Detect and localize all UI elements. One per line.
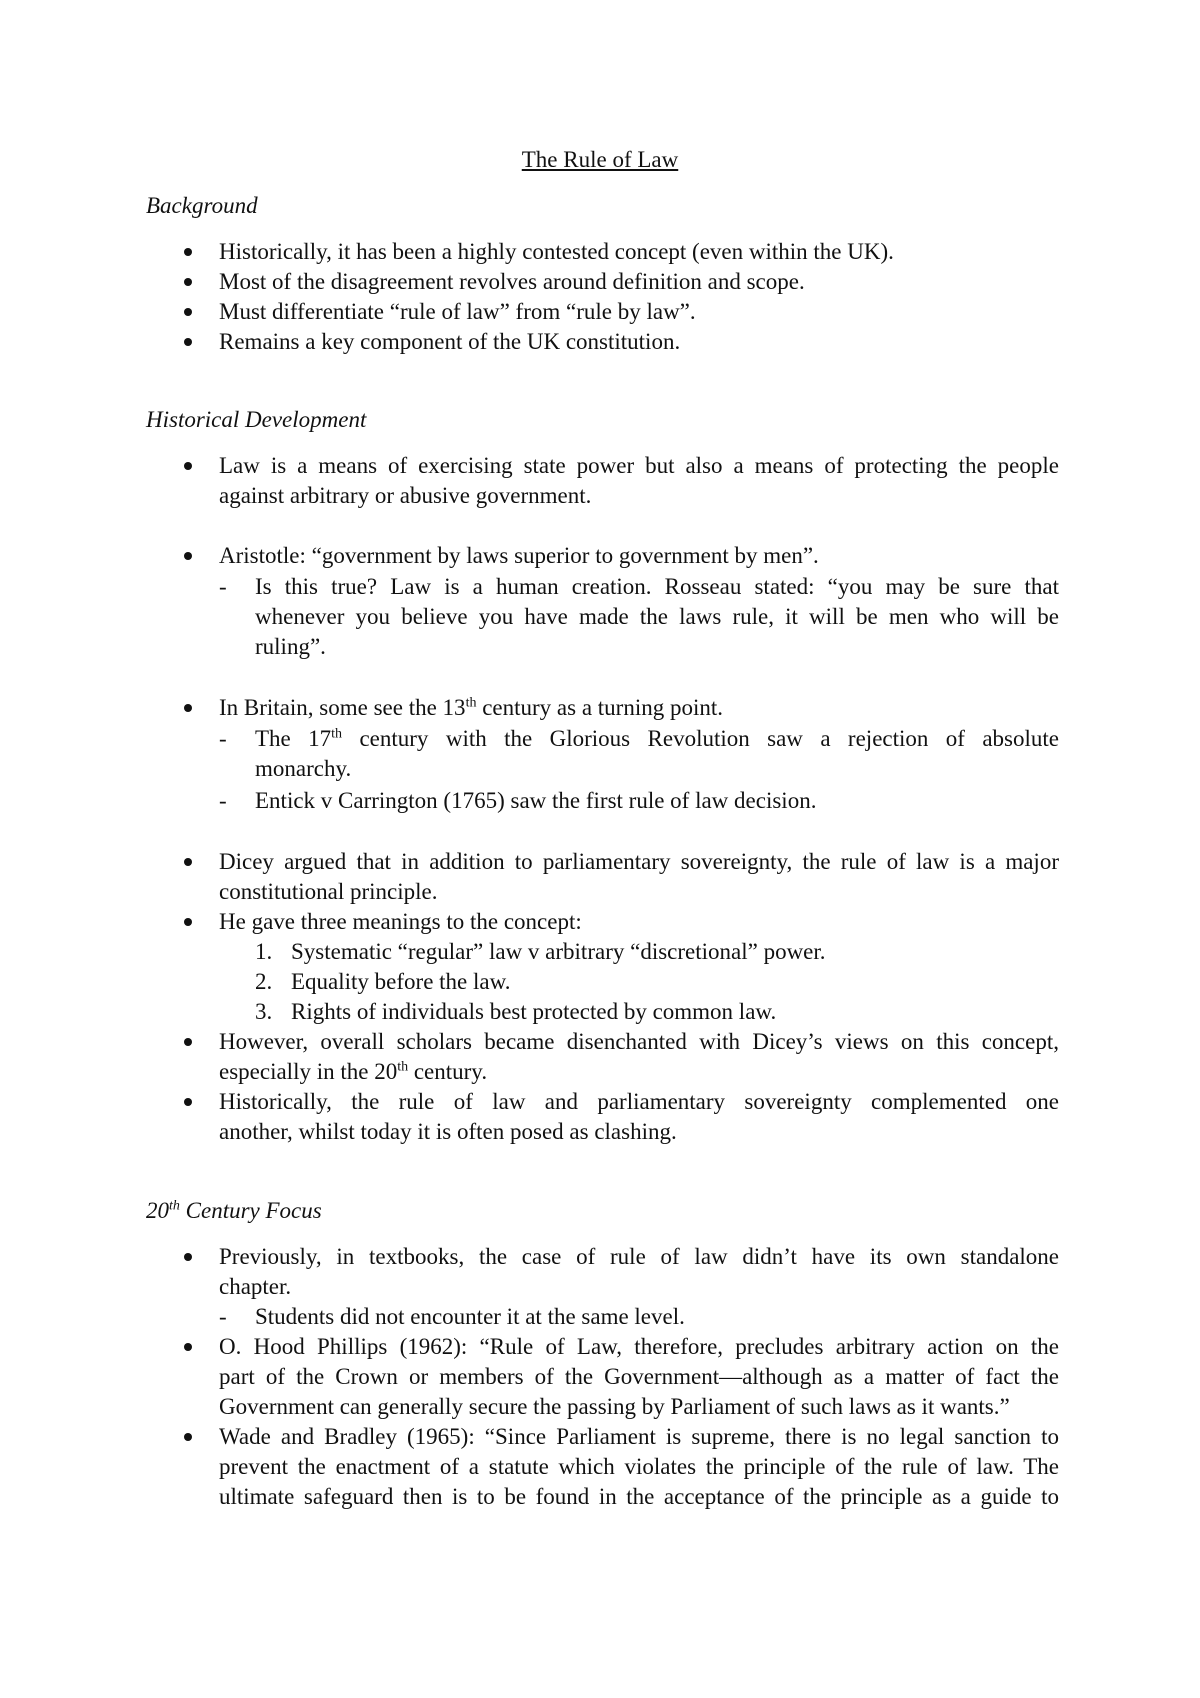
list-item: He gave three meanings to the concept: (219, 909, 582, 934)
bullet-icon (184, 278, 192, 286)
list-item: Must differentiate “rule of law” from “rule by law”. (219, 299, 696, 324)
list-item: In Britain, some see the 13th century as a turning point. (219, 695, 724, 720)
number-marker: 3. (255, 999, 273, 1024)
dash-marker: - (219, 1304, 227, 1329)
sub-list-item-continued: ruling”. (255, 634, 326, 659)
list-item-continued: especially in the 20th century. (219, 1059, 488, 1084)
bullet-icon (184, 704, 192, 712)
sub-list-item: Students did not encounter it at the same level. (255, 1304, 685, 1329)
heading-20th-century-focus: 20th Century Focus (146, 1198, 322, 1223)
heading-background: Background (146, 193, 258, 218)
sub-list-item: Entick v Carrington (1765) saw the first rule of law decision. (255, 788, 817, 813)
bullet-icon (184, 1343, 192, 1351)
bullet-icon (184, 248, 192, 256)
document-title: The Rule of Law (521, 147, 679, 172)
list-item: Dicey argued that in addition to parliamentary sovereignty, the rule of law is a major (219, 849, 1059, 874)
list-item-continued: Government can generally secure the passing by Parliament of such laws as it wants.” (219, 1394, 1010, 1419)
bullet-icon (184, 462, 192, 470)
sub-list-item: Is this true? Law is a human creation. Rosseau stated: “you may be sure that (255, 574, 1059, 599)
list-item: Most of the disagreement revolves around definition and scope. (219, 269, 805, 294)
dash-marker: - (219, 788, 227, 813)
list-item-continued: prevent the enactment of a statute which violates the principle of the rule of law. The (219, 1454, 1059, 1479)
sub-list-item-continued: monarchy. (255, 756, 352, 781)
sub-list-item-continued: whenever you believe you have made the laws rule, it will be men who will be (255, 604, 1059, 629)
list-item: Remains a key component of the UK constitution. (219, 329, 681, 354)
sub-list-item: The 17th century with the Glorious Revolution saw a rejection of absolute (255, 726, 1059, 751)
list-item: Historically, it has been a highly contested concept (even within the UK). (219, 239, 894, 264)
bullet-icon (184, 858, 192, 866)
list-item-continued: chapter. (219, 1274, 292, 1299)
number-marker: 1. (255, 939, 273, 964)
bullet-icon (184, 552, 192, 560)
list-item: Aristotle: “government by laws superior to government by men”. (219, 543, 819, 568)
bullet-icon (184, 918, 192, 926)
bullet-icon (184, 338, 192, 346)
list-item-continued: another, whilst today it is often posed as clashing. (219, 1119, 677, 1144)
list-item-continued: ultimate safeguard then is to be found in the acceptance of the principle as a guide to (219, 1484, 1059, 1509)
list-item: Historically, the rule of law and parliamentary sovereignty complemented one (219, 1089, 1059, 1114)
dash-marker: - (219, 574, 227, 599)
bullet-icon (184, 308, 192, 316)
list-item-continued: constitutional principle. (219, 879, 438, 904)
list-item-continued: part of the Crown or members of the Government—although as a matter of fact the (219, 1364, 1059, 1389)
bullet-icon (184, 1098, 192, 1106)
list-item: O. Hood Phillips (1962): “Rule of Law, therefore, precludes arbitrary action on the (219, 1334, 1059, 1359)
numbered-item: Equality before the law. (291, 969, 511, 994)
bullet-icon (184, 1038, 192, 1046)
list-item: Law is a means of exercising state power but also a means of protecting the people (219, 453, 1059, 478)
list-item: Wade and Bradley (1965): “Since Parliament is supreme, there is no legal sanction to (219, 1424, 1059, 1449)
dash-marker: - (219, 726, 227, 751)
list-item-continued: against arbitrary or abusive government. (219, 483, 592, 508)
list-item: Previously, in textbooks, the case of rule of law didn’t have its own standalone (219, 1244, 1059, 1269)
numbered-item: Rights of individuals best protected by common law. (291, 999, 777, 1024)
numbered-item: Systematic “regular” law v arbitrary “discretional” power. (291, 939, 826, 964)
bullet-icon (184, 1253, 192, 1261)
heading-historical-development: Historical Development (146, 407, 367, 432)
number-marker: 2. (255, 969, 273, 994)
list-item: However, overall scholars became disenchanted with Dicey’s views on this concept, (219, 1029, 1059, 1054)
bullet-icon (184, 1433, 192, 1441)
